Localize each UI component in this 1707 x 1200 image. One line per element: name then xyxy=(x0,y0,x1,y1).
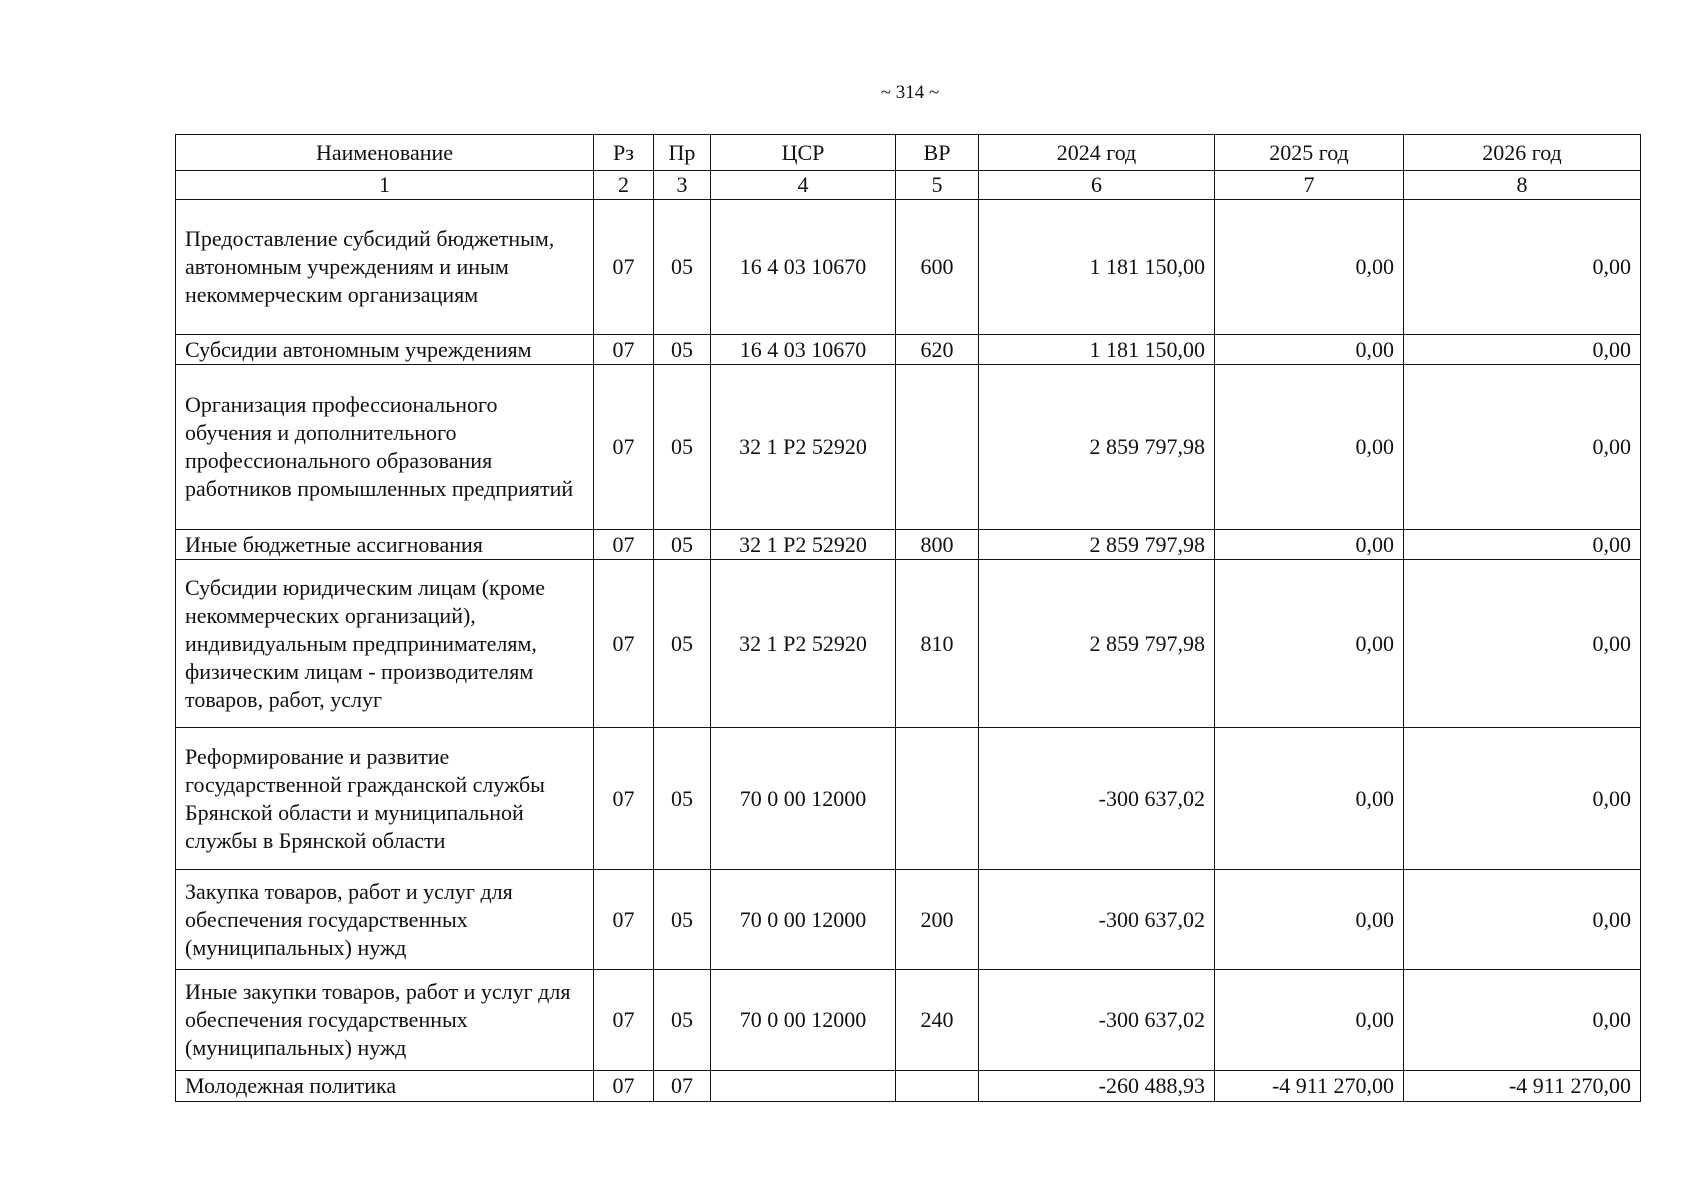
row-2026: 0,00 xyxy=(1404,970,1641,1071)
row-2024: 1 181 150,00 xyxy=(979,200,1215,335)
row-csr xyxy=(711,1071,896,1102)
table-row xyxy=(176,870,1641,970)
header-2025: 2025 год xyxy=(1215,135,1404,171)
row-name: Предоставление субсидий бюджетным, автономным учреждениям и иным некоммерческим организациям xyxy=(176,200,594,335)
row-2026: 0,00 xyxy=(1404,728,1641,870)
row-csr: 32 1 P2 52920 xyxy=(711,365,896,530)
header-pr: Пр xyxy=(654,135,711,171)
row-csr: 70 0 00 12000 xyxy=(711,728,896,870)
row-pr: 05 xyxy=(654,870,711,970)
table-row xyxy=(176,970,1641,1071)
column-number: 1 xyxy=(176,171,594,200)
header-row xyxy=(176,135,1641,171)
table-row xyxy=(176,200,1641,335)
row-pr: 05 xyxy=(654,335,711,365)
row-2026: 0,00 xyxy=(1404,200,1641,335)
row-vr: 600 xyxy=(896,200,979,335)
row-2026: 0,00 xyxy=(1404,870,1641,970)
row-rz: 07 xyxy=(594,970,654,1071)
row-2026: 0,00 xyxy=(1404,365,1641,530)
row-vr xyxy=(896,365,979,530)
row-csr: 70 0 00 12000 xyxy=(711,870,896,970)
row-rz: 07 xyxy=(594,200,654,335)
row-name: Иные бюджетные ассигнования xyxy=(176,530,594,560)
row-2026: 0,00 xyxy=(1404,530,1641,560)
row-2026: -4 911 270,00 xyxy=(1404,1071,1641,1102)
header-rz: Рз xyxy=(594,135,654,171)
budget-table xyxy=(175,134,1641,1102)
row-pr: 05 xyxy=(654,970,711,1071)
row-name: Субсидии юридическим лицам (кроме некоммерческих организаций), индивидуальным предпринимателям, физическим лицам - производителям товаров, работ, услуг xyxy=(176,560,594,728)
row-csr: 32 1 P2 52920 xyxy=(711,560,896,728)
row-2025: -4 911 270,00 xyxy=(1215,1071,1404,1102)
row-csr: 70 0 00 12000 xyxy=(711,970,896,1071)
table-row xyxy=(176,1071,1641,1102)
row-2025: 0,00 xyxy=(1215,530,1404,560)
row-2024: 2 859 797,98 xyxy=(979,365,1215,530)
row-2024: 2 859 797,98 xyxy=(979,560,1215,728)
row-2026: 0,00 xyxy=(1404,560,1641,728)
row-rz: 07 xyxy=(594,560,654,728)
header-vr: ВР xyxy=(896,135,979,171)
row-vr: 240 xyxy=(896,970,979,1071)
row-name: Организация профессионального обучения и дополнительного профессионального образования работников промышленных предприятий xyxy=(176,365,594,530)
row-csr: 16 4 03 10670 xyxy=(711,335,896,365)
row-2024: -260 488,93 xyxy=(979,1071,1215,1102)
row-rz: 07 xyxy=(594,1071,654,1102)
row-2025: 0,00 xyxy=(1215,335,1404,365)
column-number: 8 xyxy=(1404,171,1641,200)
row-2025: 0,00 xyxy=(1215,365,1404,530)
row-vr xyxy=(896,728,979,870)
header-name: Наименование xyxy=(176,135,594,171)
header-2024: 2024 год xyxy=(979,135,1215,171)
row-csr: 32 1 P2 52920 xyxy=(711,530,896,560)
row-vr: 810 xyxy=(896,560,979,728)
row-2024: 1 181 150,00 xyxy=(979,335,1215,365)
row-vr xyxy=(896,1071,979,1102)
row-name: Молодежная политика xyxy=(176,1071,594,1102)
row-2025: 0,00 xyxy=(1215,560,1404,728)
row-pr: 05 xyxy=(654,365,711,530)
row-2025: 0,00 xyxy=(1215,728,1404,870)
column-number-row xyxy=(176,171,1641,200)
column-number: 3 xyxy=(654,171,711,200)
row-pr: 05 xyxy=(654,200,711,335)
row-name: Закупка товаров, работ и услуг для обеспечения государственных (муниципальных) нужд xyxy=(176,870,594,970)
row-csr: 16 4 03 10670 xyxy=(711,200,896,335)
row-rz: 07 xyxy=(594,870,654,970)
column-number: 6 xyxy=(979,171,1215,200)
row-2026: 0,00 xyxy=(1404,335,1641,365)
column-number: 2 xyxy=(594,171,654,200)
row-pr: 05 xyxy=(654,560,711,728)
row-2024: 2 859 797,98 xyxy=(979,530,1215,560)
row-rz: 07 xyxy=(594,365,654,530)
table-row xyxy=(176,335,1641,365)
table-row xyxy=(176,365,1641,530)
row-rz: 07 xyxy=(594,530,654,560)
row-vr: 200 xyxy=(896,870,979,970)
row-2024: -300 637,02 xyxy=(979,728,1215,870)
table-row xyxy=(176,728,1641,870)
row-2024: -300 637,02 xyxy=(979,870,1215,970)
table-row xyxy=(176,530,1641,560)
page-number: ~ 314 ~ xyxy=(880,82,940,103)
header-2026: 2026 год xyxy=(1404,135,1641,171)
row-2025: 0,00 xyxy=(1215,870,1404,970)
row-pr: 05 xyxy=(654,728,711,870)
row-2025: 0,00 xyxy=(1215,970,1404,1071)
table-row xyxy=(176,560,1641,728)
column-number: 7 xyxy=(1215,171,1404,200)
row-vr: 800 xyxy=(896,530,979,560)
column-number: 4 xyxy=(711,171,896,200)
row-rz: 07 xyxy=(594,728,654,870)
row-pr: 05 xyxy=(654,530,711,560)
row-pr: 07 xyxy=(654,1071,711,1102)
row-2025: 0,00 xyxy=(1215,200,1404,335)
row-name: Иные закупки товаров, работ и услуг для обеспечения государственных (муниципальных) нужд xyxy=(176,970,594,1071)
column-number: 5 xyxy=(896,171,979,200)
header-csr: ЦСР xyxy=(711,135,896,171)
row-name: Реформирование и развитие государственной гражданской службы Брянской области и муниципальной службы в Брянской области xyxy=(176,728,594,870)
row-name: Субсидии автономным учреждениям xyxy=(176,335,594,365)
row-vr: 620 xyxy=(896,335,979,365)
row-2024: -300 637,02 xyxy=(979,970,1215,1071)
row-rz: 07 xyxy=(594,335,654,365)
